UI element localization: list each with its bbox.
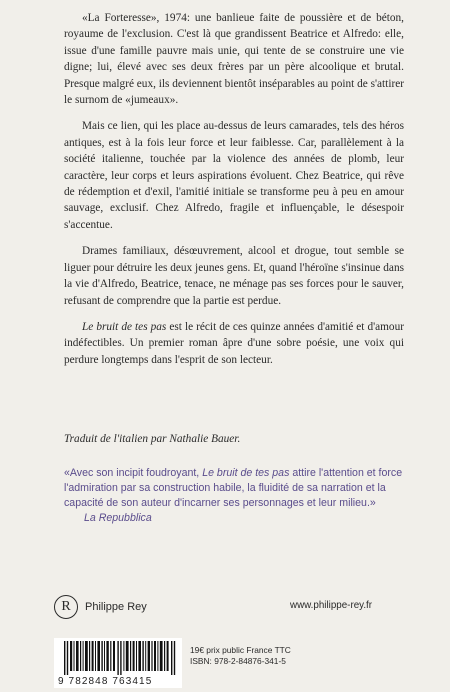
barcode — [54, 638, 182, 688]
publisher-block — [54, 594, 147, 620]
blurb-paragraph-4-text: est le récit de ces quinze années d'amitié et d'amour indéfectibles. Un premier roman âpre d'une sobre poésie, une voix qui perdure longtemps dans l'esprit de son lecteur. — [64, 320, 404, 366]
barcode-number: 9 782848 763415 — [58, 676, 153, 687]
book-title-italic: Le bruit de tes pas — [82, 320, 167, 333]
translator-credit: Traduit de l'italien par Nathalie Bauer. — [64, 433, 241, 445]
logo-letter: R — [61, 599, 71, 614]
price-line: 19€ prix public France TTC — [190, 645, 291, 655]
price-isbn — [190, 645, 291, 667]
blurb-text — [64, 10, 404, 378]
press-quote — [64, 466, 404, 526]
blurb-paragraph-2: Mais ce lien, qui les place au-dessus de leurs camarades, tels des héros antiques, est à la fois leur force et leur faiblesse. Car, parallèlement à la société italienne, touchée par la violence des années de plomb, leur caractère, leur corps et leurs aspirations évoluent. Chez Beatrice, qui rêve de rédemption et d'exil, l'amitié initiale se transforme peu à peu en amour sauvage, exclusif. Chez Alfredo, fragile et influençable, le désespoir s'accentue. — [64, 120, 404, 231]
barcode-bars-icon — [64, 641, 176, 675]
quote-source: La Repubblica — [84, 512, 152, 524]
publisher-logo-icon — [54, 595, 78, 619]
isbn-line: ISBN: 978-2-84876-341-5 — [190, 656, 286, 666]
quote-part-2: attire l'attention et force l'admiration par sa construction habile, la fluidité de sa narration et la capacité de son auteur d'incarner ses personnages et leur milieu.» — [64, 467, 403, 509]
blurb-paragraph-1: «La Forteresse», 1974: une banlieue faite de poussière et de béton, royaume de l'exclusion. C'est là que grandissent Beatrice et Alfredo: elle, issue d'une famille pauvre mais unie, qui tente de se construire une vie digne; lui, élevé avec ses deux frères par un père alcoolique et brutal. Presque malgré eux, ils deviennent bientôt inséparables au point de s'attirer le surnom de «jumeaux». — [64, 12, 404, 107]
press-quote-text — [64, 466, 404, 511]
blurb-paragraph-4 — [64, 319, 404, 368]
publisher-name: Philippe Rey — [85, 601, 147, 613]
publisher-website: www.philippe-rey.fr — [290, 600, 373, 611]
quote-book-title: Le bruit de tes pas — [202, 467, 290, 479]
quote-part-1: «Avec son incipit foudroyant, — [64, 467, 203, 479]
blurb-paragraph-3: Drames familiaux, désœuvrement, alcool et drogue, tout semble se liguer pour détruire les deux jeunes gens. Et, quand l'héroïne s'insinue dans la vie d'Alfredo, Beatrice, tenace, ne ménage pas ses forces pour le sauver, refusant de comprendre que la partie est perdue. — [64, 245, 404, 307]
